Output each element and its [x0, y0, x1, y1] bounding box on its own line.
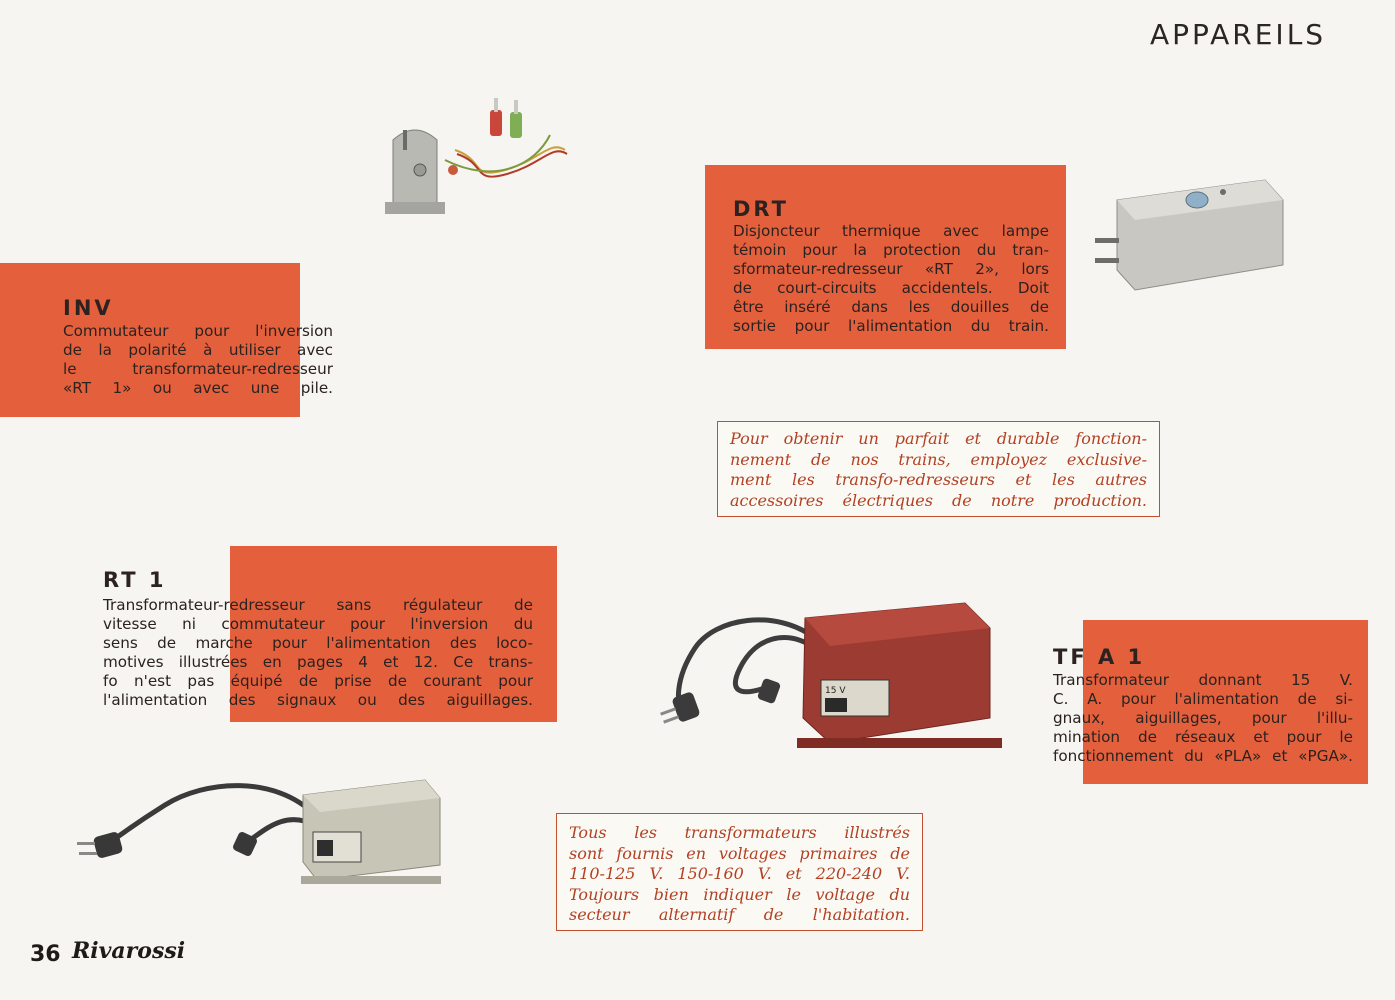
- inv-line: «RT 1» ou avec une pile.: [63, 379, 333, 397]
- notice-line: secteur alternatif de l'habitation.: [569, 905, 910, 924]
- rt1-description: [103, 596, 533, 710]
- drt-description: [733, 222, 1049, 336]
- drt-line: sortie pour l'alimentation du train.: [733, 317, 1049, 335]
- tfa1-line: C. A. pour l'alimentation de si-: [1053, 690, 1353, 708]
- notice-line: nement de nos trains, employez exclusive-: [730, 449, 1147, 469]
- page-number: 36: [30, 942, 61, 967]
- brand-logo: Rivarossi: [72, 938, 186, 964]
- tfa1-description: [1053, 671, 1353, 766]
- rt1-line: Transformateur-redresseur sans régulateur de: [103, 596, 533, 614]
- notice-line: Tous les transformateurs illustrés: [569, 823, 910, 842]
- notice-line: sont fournis en voltages primaires de: [569, 843, 910, 863]
- tfa1-line: Transformateur donnant 15 V.: [1053, 671, 1353, 689]
- inv-line: le transformateur-redresseur: [63, 360, 333, 378]
- notice-line: accessoires électriques de notre production.: [730, 490, 1147, 510]
- notice-line: Toujours bien indiquer le voltage du: [569, 884, 910, 904]
- inv-description: [63, 322, 333, 398]
- drt-code: DRT: [733, 197, 789, 221]
- rt1-line: motives illustrées en pages 4 et 12. Ce trans-: [103, 653, 533, 671]
- tfa1-line: gnaux, aiguillages, pour l'illu-: [1053, 709, 1353, 727]
- drt-line: sformateur-redresseur «RT 2», lors: [733, 260, 1049, 278]
- notice-original-products: [717, 421, 1160, 517]
- inv-line: de la polarité à utiliser avec: [63, 341, 333, 359]
- tfa1-line: fonctionnement du «PLA» et «PGA».: [1053, 747, 1353, 765]
- notice-line: 110-125 V. 150-160 V. et 220-240 V.: [569, 864, 910, 883]
- inv-switch-image: [375, 90, 575, 230]
- inv-line: Commutateur pour l'inversion: [63, 322, 333, 340]
- section-title: APPAREILS: [1150, 18, 1327, 51]
- rt1-transformer-image: [75, 770, 455, 895]
- drt-line: de court-circuits accidentels. Doit: [733, 279, 1049, 297]
- drt-line: Disjoncteur thermique avec lampe: [733, 222, 1049, 240]
- inv-code: INV: [63, 296, 114, 320]
- rt1-code: RT 1: [103, 568, 167, 592]
- drt-line: témoin pour la protection du tran-: [733, 241, 1049, 259]
- rt1-line: l'alimentation des signaux ou des aiguillages.: [103, 691, 533, 709]
- rt1-line: sens de marche pour l'alimentation des loco-: [103, 634, 533, 652]
- rt1-line: fo n'est pas équipé de prise de courant pour: [103, 672, 533, 690]
- tfa1-voltage-label: 15 V: [825, 686, 846, 696]
- notice-line: Pour obtenir un parfait et durable fonction-: [730, 429, 1147, 448]
- tfa1-line: mination de réseaux et pour le: [1053, 728, 1353, 746]
- tfa1-transformer-image: [655, 598, 995, 763]
- tfa1-code: TF A 1: [1053, 645, 1146, 669]
- drt-breaker-image: [1095, 170, 1285, 295]
- drt-line: être inséré dans les douilles de: [733, 298, 1049, 316]
- rt1-line: vitesse ni commutateur pour l'inversion du: [103, 615, 533, 633]
- notice-primary-voltages: [556, 813, 923, 931]
- notice-line: ment les transfo-redresseurs et les autres: [730, 470, 1147, 489]
